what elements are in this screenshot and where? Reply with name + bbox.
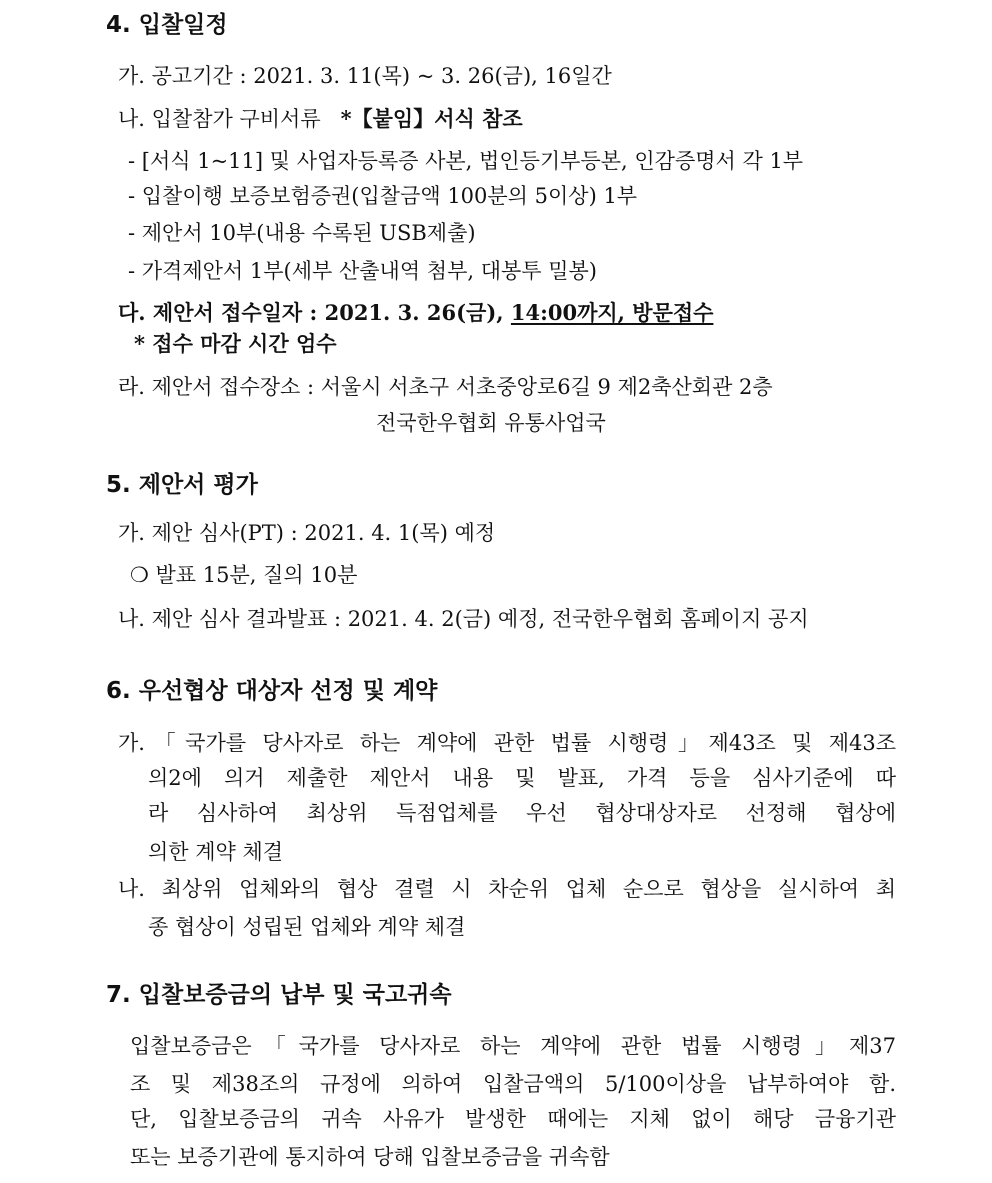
sec7-body-line: 또는 보증기관에 통지하여 당해 입찰보증금을 귀속함 (130, 1145, 610, 1169)
sec4-item-ra: 라. 제안서 접수장소 : 서울시 서초구 서초중앙로6길 9 제2축산회관 2층 (118, 375, 773, 399)
sec4-item-na-text: 나. 입찰참가 구비서류 (118, 107, 321, 131)
sec5-item-ga-sub: ❍ 발표 15분, 질의 10분 (130, 563, 358, 587)
attachment-note: *【붙임】서식 참조 (340, 106, 523, 131)
sec5-item-na: 나. 제안 심사 결과발표 : 2021. 4. 2(금) 예정, 전국한우협회 홈페이지 공지 (118, 607, 809, 631)
sec4-item-ra-cont: 전국한우협회 유통사업국 (376, 411, 606, 435)
sec6-item-na-line: 종 협상이 성립된 업체와 계약 체결 (148, 915, 466, 939)
deadline-note: * 접수 마감 시간 엄수 (134, 331, 337, 356)
doc-list-item: - 가격제안서 1부(세부 산출내역 첨부, 대봉투 밀봉) (128, 259, 598, 283)
sec4-item-ga: 가. 공고기간 : 2021. 3. 11(목) ~ 3. 26(금), 16일간 (118, 64, 612, 88)
sec6-item-na-line: 나. 최상위 업체와의 협상 결렬 시 차순위 업체 순으로 협상을 실시하여 최 (118, 877, 896, 901)
sec6-item-ga-line: 의2에 의거 제출한 제안서 내용 및 발표, 가격 등을 심사기준에 따 (148, 766, 896, 790)
sec5-item-ga: 가. 제안 심사(PT) : 2021. 4. 1(목) 예정 (118, 521, 496, 545)
sec4-item-na (118, 104, 523, 134)
sec6-item-ga-line: 의한 계약 체결 (148, 840, 284, 864)
doc-list-item: - 입찰이행 보증보험증권(입찰금액 100분의 5이상) 1부 (128, 184, 638, 208)
doc-list-item: - 제안서 10부(내용 수록된 USB제출) (128, 221, 476, 245)
sec7-body-line: 입찰보증금은「국가를 당사자로 하는 계약에 관한 법률 시행령」제37 (130, 1034, 896, 1058)
section-4-heading: 4. 입찰일정 (106, 12, 228, 38)
submission-date: 다. 제안서 접수일자 : 2021. 3. 26(금), (118, 300, 511, 325)
sec4-item-da (118, 298, 713, 328)
submission-deadline: 14:00까지, 방문접수 (510, 300, 714, 325)
section-5-heading: 5. 제안서 평가 (106, 472, 258, 498)
sec6-item-ga-line: 라 심사하여 최상위 득점업체를 우선 협상대상자로 선정해 협상에 (148, 801, 896, 825)
sec7-body-line: 조 및 제38조의 규정에 의하여 입찰금액의 5/100이상을 납부하여야 함. (130, 1072, 896, 1096)
sec7-body-line: 단, 입찰보증금의 귀속 사유가 발생한 때에는 지체 없이 해당 금융기관 (130, 1107, 896, 1131)
sec6-item-ga-line: 가.「국가를 당사자로 하는 계약에 관한 법률 시행령」제43조 및 제43조 (118, 731, 896, 755)
section-6-heading: 6. 우선협상 대상자 선정 및 계약 (106, 678, 438, 704)
section-7-heading: 7. 입찰보증금의 납부 및 국고귀속 (106, 982, 452, 1008)
doc-list-item: - [서식 1~11] 및 사업자등록증 사본, 법인등기부등본, 인감증명서 각 1부 (128, 149, 804, 173)
